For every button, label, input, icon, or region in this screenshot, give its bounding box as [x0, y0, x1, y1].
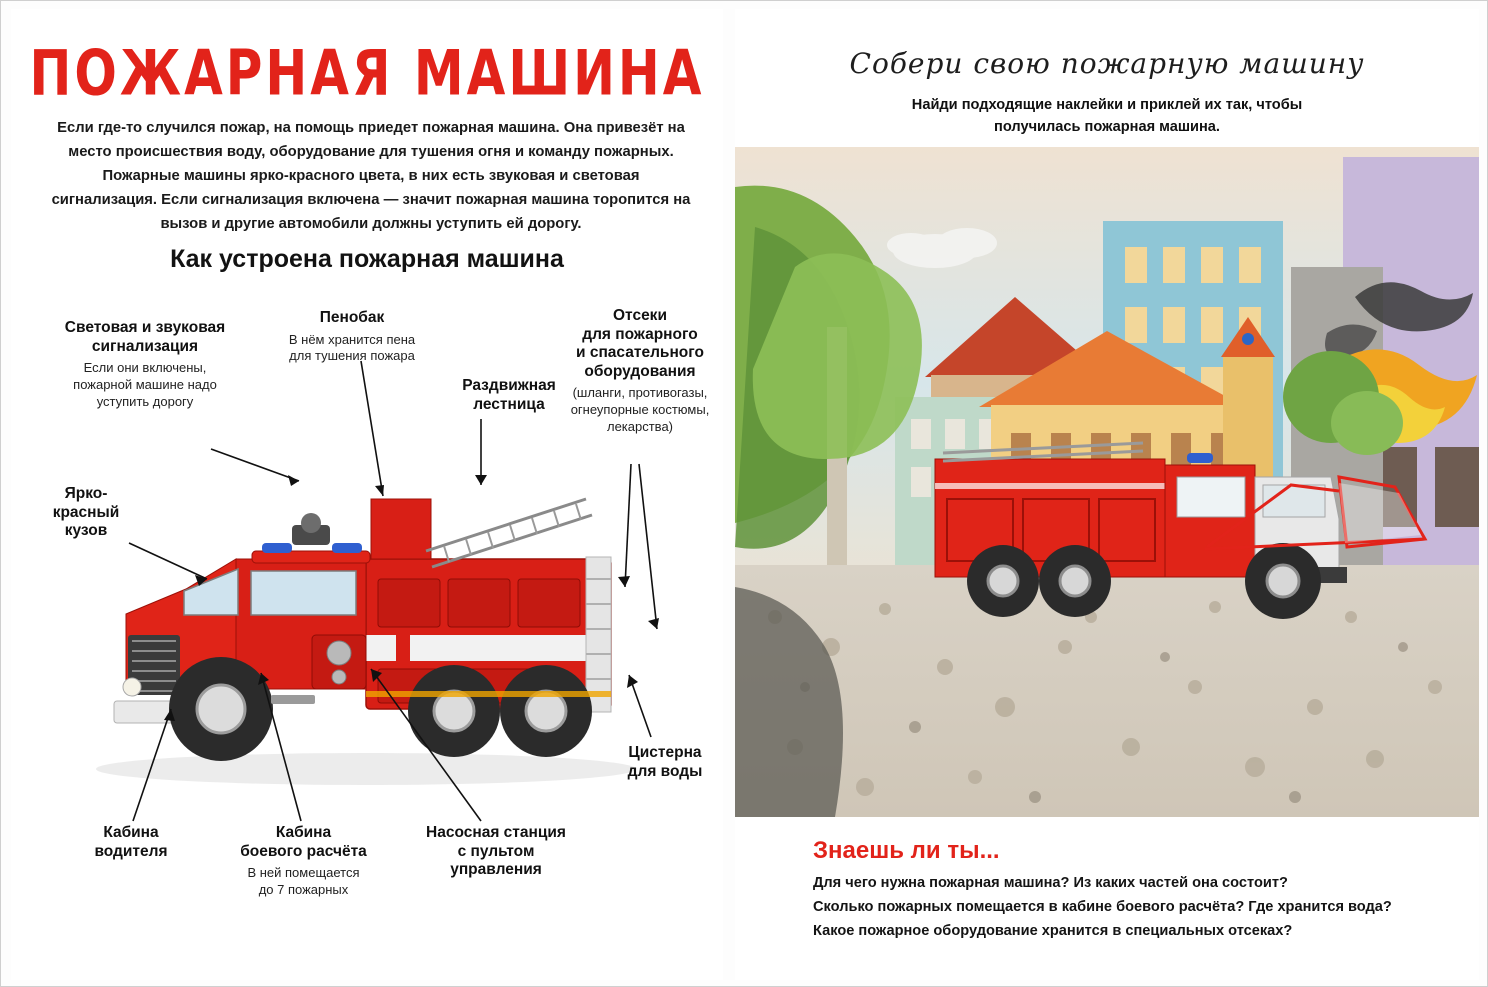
callout-crew-cabin-line1: Кабина	[275, 824, 332, 841]
did-you-know-title: Знаешь ли ты...	[813, 837, 1000, 864]
left-page	[11, 9, 723, 980]
callout-pump-line3: управления	[450, 861, 542, 879]
callout-compartments-sub2: огнеупорные костюмы,	[570, 402, 710, 418]
callout-signal	[41, 319, 249, 411]
callout-water-tank-line2: для воды	[627, 762, 703, 780]
callout-crew-cabin-line2: боевого расчёта	[240, 842, 367, 860]
callout-red-body-line3: кузов	[64, 522, 108, 540]
callout-red-body-line1: Ярко-	[64, 485, 108, 502]
callout-signal-line1: Световая и звуковая	[64, 319, 226, 336]
activity-instructions	[815, 95, 1399, 139]
callout-water-tank-line1: Цистерна	[628, 744, 702, 761]
activity-instructions-line2: получилась пожарная машина.	[994, 118, 1220, 135]
callout-foam-tank	[263, 309, 441, 365]
callout-signal-sub2: пожарной машине надо	[73, 377, 217, 393]
did-you-know-line-2: Сколько пожарных помещается в кабине боевого расчёта? Где хранится вода?	[813, 899, 1392, 916]
callout-signal-sub1: Если они включены,	[83, 360, 207, 376]
right-page	[735, 9, 1479, 980]
section-heading: Как устроена пожарная машина	[170, 245, 564, 273]
callout-crew-cabin-sub2: до 7 пожарных	[258, 882, 349, 898]
did-you-know-text	[813, 871, 1433, 943]
callout-crew-cabin-sub1: В ней помещается	[247, 865, 360, 881]
callout-compartments-sub1: (шланги, противогазы,	[572, 385, 708, 401]
callout-foam-sub1: В нём хранится пена	[288, 331, 416, 347]
callout-signal-sub3: уступить дорогу	[96, 393, 194, 409]
callout-pump-line2: с пультом	[457, 842, 535, 860]
callout-compartments-line1: Отсеки	[613, 307, 667, 324]
callout-compartments-line2: для пожарного	[582, 325, 698, 343]
callout-driver-cabin-line2: водителя	[94, 842, 168, 860]
activity-title: Собери свою пожарную машину	[849, 47, 1365, 80]
did-you-know-line-1: Для чего нужна пожарная машина? Из каких частей она состоит?	[813, 875, 1288, 891]
callout-red-body	[31, 485, 141, 541]
callout-crew-cabin	[216, 824, 391, 899]
callout-red-body-line2: красный	[52, 503, 120, 521]
intro-paragraph: Если где-то случился пожар, на помощь приедет пожарная машина. Она привезёт на место происшествия воду, оборудование для тушения огня и команду пожарных. Пожарные машины ярко-красного цвета, в них есть звуковая и световая сигнализация. Если сигнализация включена — значит пожарная машина торопится на вызов и другие автомобили должны уступить ей дорогу.	[51, 120, 691, 232]
callout-compartments-line4: оборудования	[584, 362, 696, 380]
callout-pump-station	[403, 824, 589, 880]
callout-water-tank	[607, 744, 723, 781]
callout-ladder-line1: Раздвижная	[462, 377, 556, 394]
fire-truck-photo	[66, 439, 666, 799]
callout-signal-line2: сигнализация	[91, 337, 199, 355]
callout-compartments-line3: и спасательного	[575, 344, 704, 362]
callout-driver-cabin-line1: Кабина	[103, 824, 159, 841]
callout-compartments-sub3: лекарства)	[606, 419, 674, 435]
city-scene-illustration	[735, 147, 1479, 817]
callout-foam-line1: Пенобак	[319, 309, 385, 326]
callout-compartments	[547, 307, 723, 436]
callout-pump-line1: Насосная станция	[426, 824, 566, 841]
activity-instructions-line1: Найди подходящие наклейки и приклей их так, чтобы	[911, 97, 1303, 113]
page-title: ПОЖАРНАЯ МАШИНА	[29, 37, 705, 110]
callout-foam-sub2: для тушения пожара	[289, 348, 415, 364]
callout-driver-cabin	[66, 824, 196, 861]
callout-ladder-line2: лестница	[473, 395, 545, 413]
did-you-know-line-3: Какое пожарное оборудование хранится в специальных отсеках?	[813, 923, 1293, 940]
